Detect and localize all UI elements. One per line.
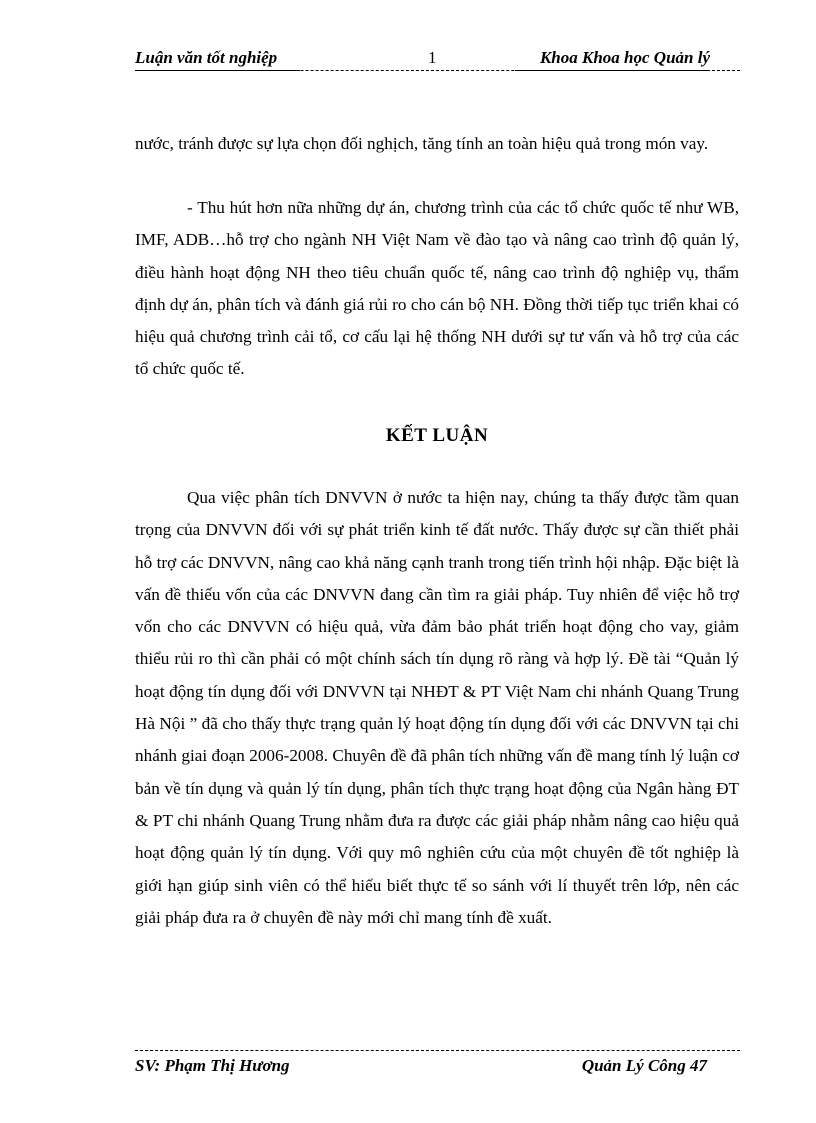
header-underline-left <box>135 70 300 71</box>
footer-divider <box>135 1050 740 1051</box>
body-paragraph: - Thu hút hơn nữa những dự án, chương trình của các tổ chức quốc tế như WB, IMF, ADB…hỗ trợ cho ngành NH Việt Nam về đào tạo và nâng cao trình độ quản lý, điều hành hoạt động NH theo tiêu chuẩn quốc tế, nâng cao trình độ nghiệp vụ, thẩm định dự án, phân tích và đánh giá rủi ro cho cán bộ NH. Đồng thời tiếp tục triển khai có hiệu quả chương trình cải tổ, cơ cấu lại hệ thống NH dưới sự tư vấn và hỗ trợ của các tổ chức quốc tế. <box>135 198 739 379</box>
section-heading: KẾT LUẬN <box>385 425 489 446</box>
page-footer <box>135 1056 740 1080</box>
body-paragraph: nước, tránh được sự lựa chọn đối nghịch, tăng tính an toàn hiệu quả trong món vay. <box>135 134 709 153</box>
header-underline-right <box>515 70 710 71</box>
page-header <box>135 48 740 72</box>
header-faculty-label: Khoa Khoa học Quản lý <box>539 48 710 67</box>
footer-student-name: SV: Phạm Thị Hương <box>135 1056 290 1075</box>
footer-class-label: Quản Lý Công 47 <box>581 1056 707 1075</box>
header-thesis-label: Luận văn tốt nghiệp <box>135 48 278 67</box>
header-page-number: 1 <box>428 48 437 67</box>
conclusion-paragraph: Qua việc phân tích DNVVN ở nước ta hiện nay, chúng ta thấy được tầm quan trọng của DNVVN đối với sự phát triển kinh tế đất nước. Thấy được sự cần thiết phải hỗ trợ các DNVVN, nâng cao khả năng cạnh tranh trong tiến trình hội nhập. Đặc biệt là vấn đề thiếu vốn của các DNVVN đang cần tìm ra giải pháp. Tuy nhiên để việc hỗ trợ vốn cho các DNVVN có hiệu quả, vừa đảm bảo phát triển hoạt động cho vay, giảm thiểu rủi ro thì cần phải có một chính sách tín dụng rõ ràng và hợp lý. Đề tài “Quản lý hoạt động tín dụng đối với DNVVN tại NHĐT & PT Việt Nam chi nhánh Quang Trung Hà Nội ” đã cho thấy thực trạng quản lý hoạt động tín dụng đối với các DNVVN tại chi nhánh giai đoạn 2006-2008. Chuyên đề đã phân tích những vấn đề mang tính lý luận cơ bản về tín dụng và quản lý tín dụng, phân tích thực trạng hoạt động của Ngân hàng ĐT & PT chi nhánh Quang Trung nhằm đưa ra được các giải pháp nhằm nâng cao hiệu quả hoạt động quản lý tín dụng. Với quy mô nghiên cứu của một chuyên đề tốt nghiệp là giới hạn giúp sinh viên có thể hiểu biết thực tế so sánh với lí thuyết trên lớp, nên các giải pháp đưa ra ở chuyên đề này mới chỉ mang tính đề xuất. <box>135 488 739 927</box>
